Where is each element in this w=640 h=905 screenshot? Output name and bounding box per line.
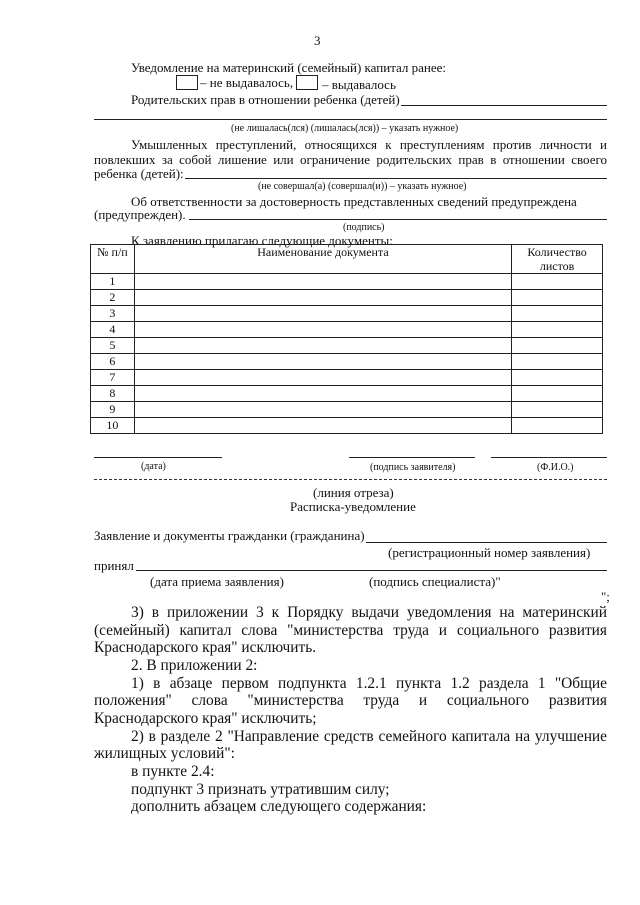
fio-hint: (Ф.И.О.): [537, 462, 574, 473]
doc-qty-cell[interactable]: [512, 290, 603, 306]
doc-name-cell[interactable]: [134, 290, 511, 306]
reg-number-field[interactable]: [366, 542, 607, 543]
parental-rights-field-2[interactable]: [94, 119, 607, 120]
amend-p5: в пункте 2.4:: [131, 763, 215, 780]
table-row: [91, 338, 603, 354]
crimes-line-2: повлекших за собой лишение или ограничение родительских прав в отношении своего: [94, 152, 607, 167]
responsibility-line-2: (предупрежден).: [94, 207, 186, 222]
responsibility-line-1: Об ответственности за достоверность представленных сведений предупреждена: [131, 194, 577, 209]
col-num-header: № п/п: [91, 245, 135, 274]
col-name-header: Наименование документа: [134, 245, 511, 274]
table-row: [91, 418, 603, 434]
signature-field[interactable]: [189, 219, 607, 220]
crimes-field[interactable]: [185, 178, 607, 179]
receipt-title: Расписка-уведомление: [290, 499, 416, 514]
cut-line-label: (линия отреза): [313, 485, 394, 500]
doc-name-cell[interactable]: [134, 322, 511, 338]
parental-rights-label: Родительских прав в отношении ребенка (детей): [131, 92, 400, 107]
doc-qty-cell[interactable]: [512, 322, 603, 338]
amend-p1-line-3: Краснодарского края" исключить.: [94, 639, 317, 656]
issued-label: – выдавалось: [322, 77, 396, 92]
signature-hint: (подпись): [343, 222, 385, 233]
issued-checkbox[interactable]: [296, 75, 318, 90]
row-num: 7: [91, 370, 135, 386]
table-row: [91, 370, 603, 386]
doc-name-cell[interactable]: [134, 354, 511, 370]
receipt-date-hint: (дата приема заявления): [150, 574, 284, 589]
table-row: [91, 290, 603, 306]
doc-name-cell[interactable]: [134, 370, 511, 386]
table-row: [91, 274, 603, 290]
doc-name-cell[interactable]: [134, 274, 511, 290]
crimes-line-1: Умышленных преступлений, относящихся к преступлениям против личности и: [131, 137, 607, 152]
specialist-signature-hint: (подпись специалиста)": [369, 574, 501, 589]
row-num: 3: [91, 306, 135, 322]
notice-label: Уведомление на материнский (семейный) капитал ранее:: [131, 60, 447, 75]
applicant-signature-field[interactable]: [349, 457, 475, 458]
not-issued-checkbox[interactable]: [176, 75, 198, 90]
amend-p1-line-1: 3) в приложении 3 к Порядку выдачи уведомления на материнский: [131, 604, 607, 621]
doc-qty-cell[interactable]: [512, 354, 603, 370]
receipt-line-1: Заявление и документы гражданки (гражданина): [94, 528, 365, 543]
col-qty-line-2: листов: [539, 259, 575, 273]
crimes-line-3: ребенка (детей):: [94, 166, 184, 181]
date-field[interactable]: [94, 457, 222, 458]
amend-p6: подпункт 3 признать утратившим силу;: [131, 781, 390, 798]
row-num: 8: [91, 386, 135, 402]
doc-name-cell[interactable]: [134, 306, 511, 322]
doc-qty-cell[interactable]: [512, 402, 603, 418]
row-num: 5: [91, 338, 135, 354]
documents-table: [90, 244, 603, 434]
not-issued-label: – не выдавалось,: [200, 75, 294, 90]
table-row: [91, 386, 603, 402]
amend-p3-line-1: 1) в абзаце первом подпункта 1.2.1 пункта 1.2 раздела 1 "Общие: [131, 675, 607, 692]
doc-name-cell[interactable]: [134, 402, 511, 418]
row-num: 9: [91, 402, 135, 418]
doc-name-cell[interactable]: [134, 418, 511, 434]
crimes-hint: (не совершал(а) (совершал(и)) – указать нужное): [258, 181, 467, 192]
doc-name-cell[interactable]: [134, 338, 511, 354]
amend-p3-line-2: положения" слова "министерства труда и социального развития: [94, 692, 607, 709]
attach-label: К заявлению прилагаю следующие документы:: [131, 233, 393, 248]
table-row: [91, 322, 603, 338]
cut-line: [94, 479, 607, 480]
date-hint: (дата): [141, 461, 166, 472]
table-row: [91, 402, 603, 418]
accepted-label: принял: [94, 558, 134, 573]
doc-name-cell[interactable]: [134, 386, 511, 402]
doc-qty-cell[interactable]: [512, 338, 603, 354]
doc-qty-cell[interactable]: [512, 274, 603, 290]
table-header-row: [91, 245, 603, 274]
row-num: 4: [91, 322, 135, 338]
fio-field[interactable]: [491, 457, 607, 458]
accepted-field[interactable]: [136, 570, 607, 571]
table-row: [91, 354, 603, 370]
doc-qty-cell[interactable]: [512, 386, 603, 402]
doc-qty-cell[interactable]: [512, 370, 603, 386]
parental-rights-field[interactable]: [401, 105, 607, 106]
amend-p1-line-2: (семейный) капитал слова "министерства труда и социального развития: [94, 622, 607, 639]
row-num: 6: [91, 354, 135, 370]
doc-qty-cell[interactable]: [512, 418, 603, 434]
reg-number-hint: (регистрационный номер заявления): [388, 545, 591, 560]
amend-p2: 2. В приложении 2:: [131, 657, 258, 674]
amend-p7: дополнить абзацем следующего содержания:: [131, 798, 427, 815]
applicant-signature-hint: (подпись заявителя): [370, 462, 456, 473]
row-num: 2: [91, 290, 135, 306]
table-row: [91, 306, 603, 322]
closing-quote: ";: [601, 589, 610, 604]
col-qty-header: [512, 245, 603, 274]
amend-p4-line-1: 2) в разделе 2 "Направление средств семейного капитала на улучшение: [131, 728, 607, 745]
amend-p4-line-2: жилищных условий":: [94, 745, 235, 762]
amend-p3-line-3: Краснодарского края" исключить;: [94, 710, 317, 727]
row-num: 1: [91, 274, 135, 290]
col-qty-line-1: Количество: [527, 245, 587, 259]
row-num: 10: [91, 418, 135, 434]
doc-qty-cell[interactable]: [512, 306, 603, 322]
page-number: 3: [314, 33, 321, 48]
parental-rights-hint: (не лишалась(лся) (лишалась(лся)) – указать нужное): [231, 123, 459, 134]
